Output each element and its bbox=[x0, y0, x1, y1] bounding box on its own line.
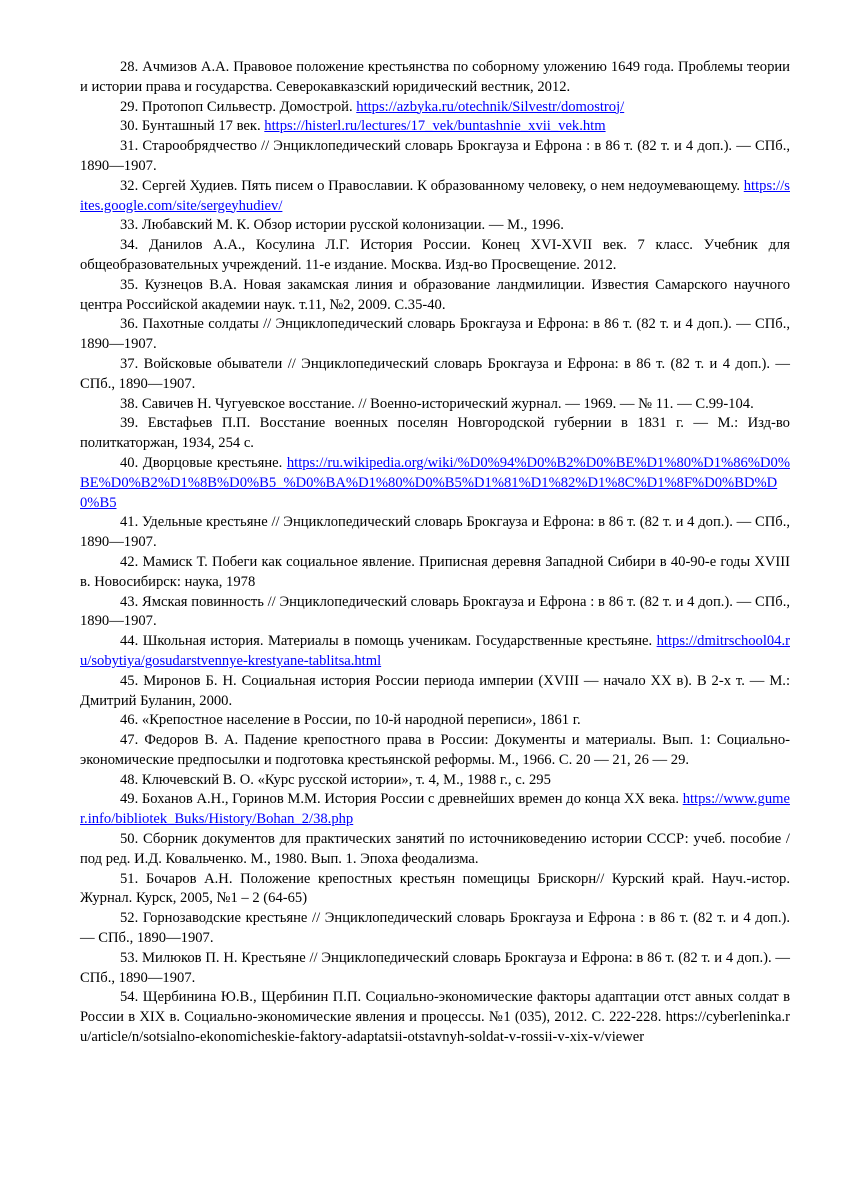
reference-number: 48. bbox=[120, 771, 139, 788]
reference-text: Миронов Б. Н. Социальная история России периода империи (XVIII — начало XX в). В 2-х т. — М.: Дмитрий Буланин, 2000. bbox=[80, 672, 790, 709]
reference-number: 42. bbox=[120, 553, 139, 570]
reference-item bbox=[80, 355, 790, 395]
reference-number: 39. bbox=[120, 415, 139, 432]
reference-number: 36. bbox=[120, 316, 139, 333]
reference-text: Ачмизов А.А. Правовое положение крестьянства по соборному уложению 1649 года. Проблемы теории и истории права и государства. Северокавказский юридический вестник, 2012. bbox=[80, 59, 790, 95]
reference-item bbox=[80, 216, 790, 236]
reference-text: Войсковые обыватели // Энциклопедический словарь Брокгауза и Ефрона: в 86 т. (82 т. и 4 доп.). — СПб., 1890—1907. bbox=[80, 355, 790, 392]
reference-item bbox=[80, 731, 790, 771]
reference-item bbox=[80, 830, 790, 870]
reference-number: 33. bbox=[120, 217, 139, 234]
reference-text: Старообрядчество // Энциклопедический словарь Брокгауза и Ефрона : в 86 т. (82 т. и 4 доп.). — СПб., 1890—1907. bbox=[80, 138, 790, 174]
reference-item bbox=[80, 711, 790, 731]
reference-item bbox=[80, 790, 790, 830]
reference-item bbox=[80, 315, 790, 355]
reference-number: 45. bbox=[120, 672, 139, 689]
reference-text: Савичев Н. Чугуевское восстание. // Военно-исторический журнал. — 1969. — № 11. — С.99-104. bbox=[141, 395, 754, 412]
reference-item bbox=[80, 98, 790, 118]
reference-text: Боханов А.Н., Горинов М.М. История России с древнейших времен до конца XX века. bbox=[141, 791, 683, 808]
reference-link[interactable]: https://sites.google.com/site/sergeyhudiev/ bbox=[80, 177, 790, 214]
reference-number: 52. bbox=[120, 910, 139, 927]
reference-text: Школьная история. Материалы в помощь ученикам. Государственные крестьяне. bbox=[142, 633, 657, 650]
reference-number: 29. bbox=[120, 98, 139, 115]
reference-number: 53. bbox=[120, 949, 139, 966]
reference-item bbox=[80, 236, 790, 276]
reference-item bbox=[80, 870, 790, 910]
reference-item bbox=[80, 988, 790, 1047]
reference-text: Сборник документов для практических занятий по источниковедению истории СССР: учеб. пособие / под ред. И.Д. Ковальченко. М., 1980. Вып. 1. Эпоха феодализма. bbox=[80, 831, 790, 867]
reference-item bbox=[80, 553, 790, 593]
reference-text: Ключевский В. О. «Курс русской истории», т. 4, М., 1988 г., с. 295 bbox=[141, 771, 551, 788]
reference-number: 28. bbox=[120, 59, 139, 75]
reference-text: Евстафьев П.П. Восстание военных поселян Новгородской губернии в 1831 г. — М.: Изд-во политкаторжан, 1934, 254 с. bbox=[80, 415, 790, 452]
reference-text: Дворцовые крестьяне. bbox=[142, 454, 283, 471]
reference-item bbox=[80, 177, 790, 217]
reference-text: Федоров В. А. Падение крепостного права в России: Документы и материалы. Вып. 1: Социально-экономические предпосылки и подготовка крестьянской реформы. М., 1966. С. 20 — 21, 26 — 29. bbox=[80, 732, 790, 768]
reference-number: 35. bbox=[120, 276, 139, 293]
reference-item bbox=[80, 276, 790, 316]
reference-link[interactable]: https://azbyka.ru/otechnik/Silvestr/domostroj/ bbox=[356, 98, 625, 115]
reference-item bbox=[80, 454, 790, 513]
reference-link[interactable]: https://dmitrschool04.ru/sobytiya/gosudarstvennye-krestyane-tablitsa.html bbox=[80, 633, 790, 669]
reference-number: 50. bbox=[120, 831, 139, 848]
reference-number: 54. bbox=[120, 989, 139, 1006]
reference-number: 38. bbox=[120, 395, 139, 412]
reference-item bbox=[80, 771, 790, 791]
reference-text: Кузнецов В.А. Новая закамская линия и образование ландмилиции. Известия Самарского научного центра Российской академии наук. т.11, №2, 2009. С.35-40. bbox=[80, 276, 790, 313]
reference-item bbox=[80, 117, 790, 137]
reference-item bbox=[80, 395, 790, 415]
reference-number: 47. bbox=[120, 732, 139, 749]
reference-item bbox=[80, 949, 790, 989]
reference-number: 41. bbox=[120, 514, 139, 531]
reference-text: Любавский М. К. Обзор истории русской колонизации. — М., 1996. bbox=[141, 217, 564, 234]
reference-text: Протопоп Сильвестр. Домострой. bbox=[141, 98, 357, 115]
reference-text: Данилов А.А., Косулина Л.Г. История России. Конец XVI-XVII век. 7 класс. Учебник для общеобразовательных учреждений. 11-е издание. Москва. Изд-во Просвещение. 2012. bbox=[80, 237, 790, 273]
reference-item bbox=[80, 593, 790, 633]
reference-item bbox=[80, 58, 790, 98]
reference-number: 43. bbox=[120, 593, 139, 610]
reference-text: Ямская повинность // Энциклопедический словарь Брокгауза и Ефрона : в 86 т. (82 т. и 4 доп.). — СПб., 1890—1907. bbox=[80, 593, 791, 630]
reference-text: Бунташный 17 век. bbox=[141, 118, 265, 135]
reference-text: Мамиск Т. Побеги как социальное явление. Приписная деревня Западной Сибири в 40-90-е годы XVIII в. Новосибирск: наука, 1978 bbox=[80, 553, 790, 590]
reference-text: Сергей Худиев. Пять писем о Православии. К образованному человеку, о нем недоумевающему. bbox=[142, 177, 744, 194]
reference-number: 34. bbox=[120, 237, 139, 254]
reference-text: Щербинина Ю.В., Щербинин П.П. Социально-экономические факторы адаптации отст авных солдат в России в XIX в. Социально-экономические явления и процессы. №1 (035), 2012. С. 222-228. bbox=[80, 989, 790, 1026]
reference-text: Удельные крестьяне // Энциклопедический словарь Брокгауза и Ефрона: в 86 т. (82 т. и 4 доп.). — СПб., 1890—1907. bbox=[80, 514, 790, 551]
reference-number: 49. bbox=[120, 791, 139, 808]
reference-text: «Крепостное население в России, по 10-й народной переписи», 1861 г. bbox=[141, 712, 581, 729]
reference-number: 32. bbox=[120, 177, 139, 194]
reference-text: Горнозаводские крестьяне // Энциклопедический словарь Брокгауза и Ефрона : в 86 т. (82 т. и 4 доп.). — СПб., 1890—1907. bbox=[80, 910, 790, 947]
reference-text: Милюков П. Н. Крестьяне // Энциклопедический словарь Брокгауза и Ефрона: в 86 т. (82 т. и 4 доп.). — СПб., 1890—1907. bbox=[80, 949, 790, 986]
reference-url-text: https://cyberleninka.ru/article/n/sotsialno-ekonomicheskie-faktory-adaptatsii-otstavnyh-soldat-v-rossii-v-xix-v/viewer bbox=[80, 1009, 790, 1046]
reference-item bbox=[80, 137, 790, 177]
reference-number: 46. bbox=[120, 712, 139, 729]
reference-item bbox=[80, 672, 790, 712]
reference-item bbox=[80, 632, 790, 672]
reference-item bbox=[80, 513, 790, 553]
reference-item bbox=[80, 909, 790, 949]
reference-link[interactable]: https://histerl.ru/lectures/17_vek/buntashnie_xvii_vek.htm bbox=[264, 118, 606, 135]
reference-number: 30. bbox=[120, 118, 139, 135]
reference-text: Бочаров А.Н. Положение крепостных крестьян помещицы Брискорн// Курский край. Науч.-истор. Журнал. Курск, 2005, №1 – 2 (64-65) bbox=[80, 870, 790, 907]
reference-list bbox=[80, 58, 790, 1048]
reference-link[interactable]: https://ru.wikipedia.org/wiki/%D0%94%D0%B2%D0%BE%D1%80%D1%86%D0%BE%D0%B2%D1%8B%D0%B5_%D0%BA%D1%80%D0%B5%D1%81%D1%82%D1%8C%D1%8F%D0%BD%D0%B5 bbox=[80, 454, 790, 511]
reference-text: Пахотные солдаты // Энциклопедический словарь Брокгауза и Ефрона: в 86 т. (82 т. и 4 доп.). — СПб., 1890—1907. bbox=[80, 316, 790, 353]
reference-number: 51. bbox=[120, 870, 139, 887]
reference-link[interactable]: https://www.gumer.info/bibliotek_Buks/History/Bohan_2/38.php bbox=[80, 791, 790, 828]
reference-number: 31. bbox=[120, 138, 139, 155]
reference-number: 44. bbox=[120, 633, 139, 650]
reference-number: 37. bbox=[120, 355, 139, 372]
reference-number: 40. bbox=[120, 454, 139, 471]
reference-item bbox=[80, 414, 790, 454]
